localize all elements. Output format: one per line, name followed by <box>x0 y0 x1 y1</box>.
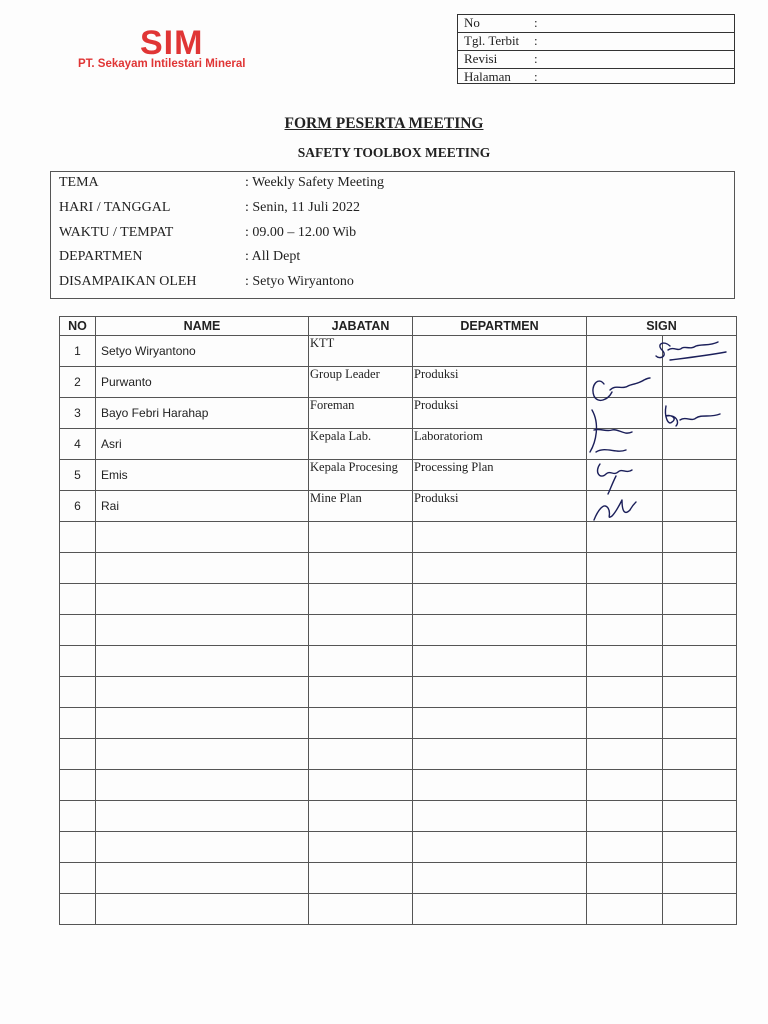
row-name <box>96 646 309 677</box>
row-departmen <box>413 336 587 367</box>
doc-info-value: : <box>534 33 538 48</box>
table-row <box>60 832 737 863</box>
row-departmen <box>413 708 587 739</box>
table-row <box>60 553 737 584</box>
doc-info-label: Halaman <box>464 69 511 84</box>
doc-info-value: : <box>534 15 538 30</box>
row-name <box>96 522 309 553</box>
header-name: NAME <box>96 317 309 336</box>
row-sign-cell <box>587 801 663 832</box>
row-departmen <box>413 770 587 801</box>
meeting-info-value: : Setyo Wiryantono <box>245 274 354 289</box>
row-sign-cell <box>663 863 737 894</box>
row-sign-cell <box>587 894 663 925</box>
meeting-info-row <box>59 198 360 218</box>
table-row <box>60 677 737 708</box>
row-sign-cell <box>587 646 663 677</box>
meeting-info-value: : Senin, 11 Juli 2022 <box>245 200 360 215</box>
row-sign-cell <box>587 677 663 708</box>
row-no <box>60 553 96 584</box>
table-header-row <box>60 317 737 336</box>
row-sign-cell <box>663 832 737 863</box>
row-departmen <box>413 801 587 832</box>
row-jabatan <box>309 770 413 801</box>
row-name <box>96 801 309 832</box>
row-sign-cell <box>663 677 737 708</box>
row-name <box>96 770 309 801</box>
table-row <box>60 615 737 646</box>
row-jabatan <box>309 522 413 553</box>
row-no <box>60 863 96 894</box>
row-no: 4 <box>60 429 96 460</box>
signature-5 <box>598 464 632 494</box>
row-jabatan <box>309 646 413 677</box>
row-sign-cell <box>587 553 663 584</box>
row-name <box>96 863 309 894</box>
table-row <box>60 801 737 832</box>
form-title: FORM PESERTA MEETING <box>284 115 484 132</box>
meeting-info-box <box>50 171 735 299</box>
signature-4 <box>590 410 632 452</box>
row-name <box>96 832 309 863</box>
row-name <box>96 708 309 739</box>
doc-info-value: : <box>534 51 538 66</box>
meeting-info-value: : All Dept <box>245 249 301 264</box>
signature-3 <box>665 406 720 426</box>
doc-info-label: Tgl. Terbit <box>464 33 520 48</box>
row-departmen <box>413 522 587 553</box>
row-departmen: Laboratoriom <box>413 429 587 460</box>
row-no: 3 <box>60 398 96 429</box>
table-row <box>60 894 737 925</box>
row-jabatan: Mine Plan <box>309 491 413 522</box>
row-departmen <box>413 615 587 646</box>
signatures-layer <box>586 334 736 534</box>
row-departmen <box>413 553 587 584</box>
doc-info-label: No <box>464 15 480 30</box>
header-departmen: DEPARTMEN <box>413 317 587 336</box>
table-row <box>60 770 737 801</box>
header-no: NO <box>60 317 96 336</box>
row-jabatan: Kepala Procesing <box>309 460 413 491</box>
row-departmen <box>413 646 587 677</box>
row-jabatan <box>309 739 413 770</box>
meeting-info-label: WAKTU / TEMPAT <box>59 225 174 240</box>
table-row <box>60 739 737 770</box>
doc-info-row <box>458 69 734 86</box>
header-sign: SIGN <box>587 317 737 336</box>
row-no <box>60 708 96 739</box>
signature-6 <box>594 500 636 520</box>
logo-mark: SIM <box>140 24 204 62</box>
row-departmen <box>413 894 587 925</box>
row-departmen: Produksi <box>413 398 587 429</box>
row-jabatan <box>309 584 413 615</box>
form-subtitle: SAFETY TOOLBOX MEETING <box>297 145 491 160</box>
table-row <box>60 863 737 894</box>
row-no <box>60 677 96 708</box>
company-logo <box>78 24 308 78</box>
row-sign-cell <box>663 615 737 646</box>
row-departmen: Processing Plan <box>413 460 587 491</box>
row-name: Bayo Febri Harahap <box>96 398 309 429</box>
row-jabatan <box>309 708 413 739</box>
row-no <box>60 584 96 615</box>
row-sign-cell <box>587 770 663 801</box>
doc-info-value: : <box>534 69 538 84</box>
signature-1 <box>656 342 726 360</box>
doc-info-row <box>458 15 734 33</box>
row-sign-cell <box>587 863 663 894</box>
row-no: 5 <box>60 460 96 491</box>
row-no <box>60 770 96 801</box>
row-jabatan <box>309 801 413 832</box>
row-name <box>96 615 309 646</box>
row-jabatan: KTT <box>309 336 413 367</box>
row-sign-cell <box>587 832 663 863</box>
row-jabatan: Kepala Lab. <box>309 429 413 460</box>
row-sign-cell <box>587 708 663 739</box>
row-departmen <box>413 584 587 615</box>
row-sign-cell <box>663 801 737 832</box>
row-no <box>60 894 96 925</box>
row-jabatan <box>309 553 413 584</box>
company-name: PT. Sekayam Intilestari Mineral <box>78 58 246 70</box>
row-no <box>60 646 96 677</box>
row-sign-cell <box>663 584 737 615</box>
row-no: 2 <box>60 367 96 398</box>
meeting-info-label: DEPARTMEN <box>59 249 143 264</box>
meeting-info-label: DISAMPAIKAN OLEH <box>59 274 197 289</box>
document-info-box <box>457 14 735 84</box>
meeting-info-row <box>59 173 384 193</box>
row-name: Asri <box>96 429 309 460</box>
row-jabatan: Foreman <box>309 398 413 429</box>
row-name: Setyo Wiryantono <box>96 336 309 367</box>
row-sign-cell <box>663 708 737 739</box>
row-sign-cell <box>587 584 663 615</box>
row-name: Emis <box>96 460 309 491</box>
row-no: 1 <box>60 336 96 367</box>
row-name <box>96 739 309 770</box>
meeting-info-row <box>59 223 356 243</box>
row-no <box>60 615 96 646</box>
row-no: 6 <box>60 491 96 522</box>
row-departmen <box>413 863 587 894</box>
meeting-info-label: TEMA <box>59 175 99 190</box>
row-departmen <box>413 832 587 863</box>
row-no <box>60 522 96 553</box>
row-sign-cell <box>663 894 737 925</box>
table-row <box>60 708 737 739</box>
meeting-info-row <box>59 272 354 292</box>
row-sign-cell <box>587 615 663 646</box>
row-name <box>96 553 309 584</box>
row-jabatan <box>309 832 413 863</box>
header-jabatan: JABATAN <box>309 317 413 336</box>
doc-info-label: Revisi <box>464 51 498 66</box>
row-departmen: Produksi <box>413 367 587 398</box>
row-jabatan: Group Leader <box>309 367 413 398</box>
row-departmen <box>413 739 587 770</box>
row-sign-cell <box>663 770 737 801</box>
row-jabatan <box>309 863 413 894</box>
row-departmen: Produksi <box>413 491 587 522</box>
doc-info-row <box>458 33 734 51</box>
row-no <box>60 739 96 770</box>
meeting-info-label: HARI / TANGGAL <box>59 200 171 215</box>
meeting-info-value: : 09.00 – 12.00 Wib <box>245 225 357 240</box>
doc-info-row <box>458 51 734 69</box>
row-sign-cell <box>663 739 737 770</box>
row-no <box>60 801 96 832</box>
row-departmen <box>413 677 587 708</box>
row-no <box>60 832 96 863</box>
meeting-info-value: : Weekly Safety Meeting <box>245 175 384 190</box>
row-jabatan <box>309 615 413 646</box>
row-name <box>96 894 309 925</box>
row-jabatan <box>309 894 413 925</box>
row-sign-cell <box>663 646 737 677</box>
row-name: Purwanto <box>96 367 309 398</box>
row-name: Rai <box>96 491 309 522</box>
signature-2 <box>593 378 650 400</box>
row-name <box>96 584 309 615</box>
meeting-info-row <box>59 247 300 267</box>
table-row <box>60 584 737 615</box>
row-jabatan <box>309 677 413 708</box>
row-sign-cell <box>663 553 737 584</box>
row-name <box>96 677 309 708</box>
row-sign-cell <box>587 739 663 770</box>
table-row <box>60 646 737 677</box>
